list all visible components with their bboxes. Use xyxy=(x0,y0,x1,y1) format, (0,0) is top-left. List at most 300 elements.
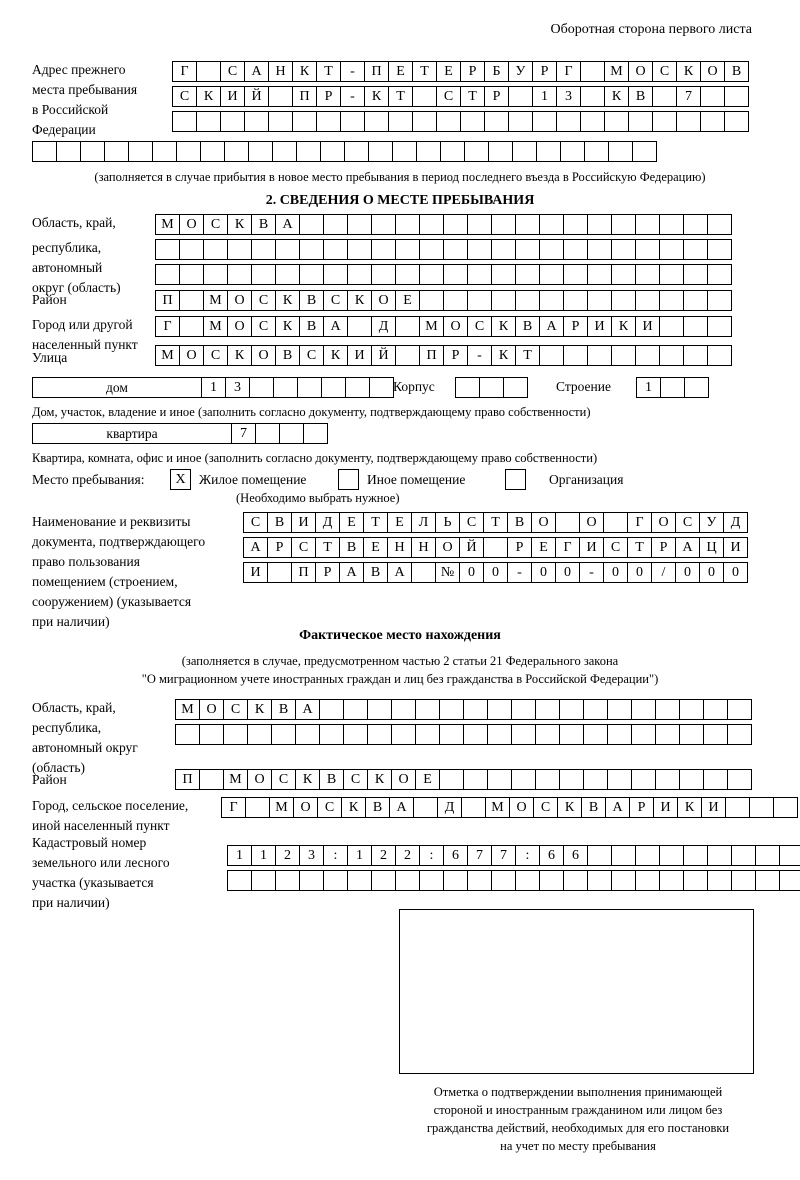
char-cell[interactable]: В xyxy=(319,769,344,790)
char-cell[interactable]: К xyxy=(491,345,516,366)
char-cell[interactable]: Т xyxy=(483,512,508,533)
char-cell[interactable] xyxy=(299,214,324,235)
char-cell[interactable]: С xyxy=(243,512,268,533)
char-cell[interactable] xyxy=(415,699,440,720)
char-cell[interactable]: К xyxy=(323,345,348,366)
char-cell[interactable] xyxy=(563,214,588,235)
char-cell[interactable]: Т xyxy=(515,345,540,366)
char-cell[interactable]: С xyxy=(436,86,461,107)
char-cell[interactable]: И xyxy=(291,512,316,533)
char-cell[interactable] xyxy=(419,290,444,311)
char-cell[interactable] xyxy=(707,214,732,235)
char-cell[interactable]: С xyxy=(203,345,228,366)
char-cell[interactable] xyxy=(392,141,417,162)
char-cell[interactable] xyxy=(563,345,588,366)
char-cell[interactable] xyxy=(731,870,756,891)
char-cell[interactable] xyxy=(631,769,656,790)
char-cell[interactable]: В xyxy=(515,316,540,337)
char-cell[interactable]: В xyxy=(267,512,292,533)
char-cell[interactable] xyxy=(299,264,324,285)
char-cell[interactable] xyxy=(631,699,656,720)
char-cell[interactable] xyxy=(779,870,800,891)
char-cell[interactable] xyxy=(321,377,346,398)
char-cell[interactable]: Г xyxy=(155,316,180,337)
char-cell[interactable] xyxy=(249,377,274,398)
char-cell[interactable] xyxy=(248,141,273,162)
char-cell[interactable]: А xyxy=(389,797,414,818)
char-cell[interactable]: Р xyxy=(460,61,485,82)
char-cell[interactable] xyxy=(371,239,396,260)
char-cell[interactable] xyxy=(559,699,584,720)
char-cell[interactable]: О xyxy=(531,512,556,533)
char-cell[interactable]: А xyxy=(675,537,700,558)
char-cell[interactable] xyxy=(539,290,564,311)
char-cell[interactable]: А xyxy=(295,699,320,720)
char-cell[interactable] xyxy=(779,845,800,866)
char-cell[interactable] xyxy=(272,141,297,162)
char-cell[interactable]: П xyxy=(419,345,444,366)
char-cell[interactable] xyxy=(755,870,780,891)
char-cell[interactable] xyxy=(371,264,396,285)
char-cell[interactable]: В xyxy=(365,797,390,818)
cadastral-row-1[interactable] xyxy=(227,845,800,866)
char-cell[interactable]: 0 xyxy=(459,562,484,583)
char-cell[interactable]: 1 xyxy=(227,845,252,866)
char-cell[interactable] xyxy=(467,870,492,891)
char-cell[interactable]: Т xyxy=(363,512,388,533)
char-cell[interactable] xyxy=(463,724,488,745)
char-cell[interactable]: К xyxy=(604,86,629,107)
char-cell[interactable] xyxy=(320,141,345,162)
stay-option-residential-checkbox[interactable]: X xyxy=(170,469,191,490)
char-cell[interactable]: С xyxy=(251,316,276,337)
char-cell[interactable] xyxy=(659,214,684,235)
char-cell[interactable] xyxy=(727,699,752,720)
char-cell[interactable] xyxy=(679,769,704,790)
char-cell[interactable] xyxy=(443,214,468,235)
char-cell[interactable] xyxy=(611,345,636,366)
char-cell[interactable] xyxy=(611,239,636,260)
char-cell[interactable] xyxy=(515,290,540,311)
char-cell[interactable] xyxy=(539,345,564,366)
char-cell[interactable] xyxy=(295,724,320,745)
char-cell[interactable]: - xyxy=(340,61,365,82)
char-cell[interactable] xyxy=(412,111,437,132)
char-cell[interactable]: А xyxy=(243,537,268,558)
char-cell[interactable] xyxy=(683,239,708,260)
char-cell[interactable]: Ц xyxy=(699,537,724,558)
char-cell[interactable] xyxy=(559,724,584,745)
char-cell[interactable]: И xyxy=(701,797,726,818)
char-cell[interactable]: П xyxy=(364,61,389,82)
char-cell[interactable]: С xyxy=(459,512,484,533)
char-cell[interactable] xyxy=(344,141,369,162)
char-cell[interactable]: 0 xyxy=(531,562,556,583)
char-cell[interactable] xyxy=(487,699,512,720)
char-cell[interactable] xyxy=(655,699,680,720)
char-cell[interactable]: Е xyxy=(531,537,556,558)
char-cell[interactable] xyxy=(368,141,393,162)
char-cell[interactable]: Б xyxy=(484,61,509,82)
char-cell[interactable]: С xyxy=(675,512,700,533)
char-cell[interactable]: : xyxy=(515,845,540,866)
char-cell[interactable] xyxy=(255,423,280,444)
char-cell[interactable] xyxy=(539,239,564,260)
actual-region-row-1[interactable] xyxy=(175,699,751,720)
char-cell[interactable]: О xyxy=(251,345,276,366)
char-cell[interactable] xyxy=(223,724,248,745)
char-cell[interactable] xyxy=(227,870,252,891)
char-cell[interactable] xyxy=(371,870,396,891)
char-cell[interactable]: О xyxy=(509,797,534,818)
char-cell[interactable] xyxy=(587,870,612,891)
char-cell[interactable]: К xyxy=(292,61,317,82)
char-cell[interactable] xyxy=(443,290,468,311)
char-cell[interactable] xyxy=(347,316,372,337)
char-cell[interactable] xyxy=(491,264,516,285)
char-cell[interactable] xyxy=(587,290,612,311)
char-cell[interactable] xyxy=(371,214,396,235)
char-cell[interactable]: Р xyxy=(316,86,341,107)
char-cell[interactable] xyxy=(273,377,298,398)
char-cell[interactable]: О xyxy=(443,316,468,337)
char-cell[interactable] xyxy=(635,239,660,260)
char-cell[interactable] xyxy=(635,845,660,866)
char-cell[interactable]: К xyxy=(341,797,366,818)
char-cell[interactable]: 3 xyxy=(556,86,581,107)
char-cell[interactable] xyxy=(439,769,464,790)
char-cell[interactable] xyxy=(580,61,605,82)
char-cell[interactable] xyxy=(367,699,392,720)
char-cell[interactable] xyxy=(364,111,389,132)
char-cell[interactable] xyxy=(611,290,636,311)
char-cell[interactable]: М xyxy=(203,316,228,337)
char-cell[interactable] xyxy=(443,239,468,260)
char-cell[interactable] xyxy=(128,141,153,162)
char-cell[interactable] xyxy=(632,141,657,162)
char-cell[interactable] xyxy=(659,845,684,866)
char-cell[interactable]: С xyxy=(291,537,316,558)
char-cell[interactable]: Р xyxy=(484,86,509,107)
char-cell[interactable] xyxy=(683,290,708,311)
char-cell[interactable]: К xyxy=(676,61,701,82)
char-cell[interactable] xyxy=(455,377,480,398)
char-cell[interactable] xyxy=(511,769,536,790)
char-cell[interactable] xyxy=(604,111,629,132)
char-cell[interactable]: Е xyxy=(395,290,420,311)
char-cell[interactable] xyxy=(491,239,516,260)
char-cell[interactable]: С xyxy=(603,537,628,558)
char-cell[interactable] xyxy=(439,699,464,720)
char-cell[interactable] xyxy=(587,239,612,260)
char-cell[interactable] xyxy=(563,264,588,285)
char-cell[interactable] xyxy=(419,239,444,260)
char-cell[interactable]: Л xyxy=(411,512,436,533)
char-cell[interactable] xyxy=(503,377,528,398)
char-cell[interactable]: 0 xyxy=(627,562,652,583)
char-cell[interactable]: Р xyxy=(651,537,676,558)
char-cell[interactable] xyxy=(556,111,581,132)
char-cell[interactable]: А xyxy=(339,562,364,583)
char-cell[interactable]: 0 xyxy=(723,562,748,583)
char-cell[interactable] xyxy=(631,724,656,745)
char-cell[interactable]: И xyxy=(723,537,748,558)
char-cell[interactable] xyxy=(460,111,485,132)
char-cell[interactable]: К xyxy=(196,86,221,107)
char-cell[interactable] xyxy=(587,345,612,366)
char-cell[interactable] xyxy=(731,845,756,866)
char-cell[interactable] xyxy=(584,141,609,162)
char-cell[interactable]: 6 xyxy=(563,845,588,866)
char-cell[interactable] xyxy=(200,141,225,162)
char-cell[interactable] xyxy=(176,141,201,162)
char-cell[interactable] xyxy=(700,111,725,132)
stroenie-cells[interactable] xyxy=(636,377,708,398)
char-cell[interactable] xyxy=(659,290,684,311)
region-row-2[interactable] xyxy=(155,239,731,260)
char-cell[interactable] xyxy=(395,264,420,285)
char-cell[interactable] xyxy=(635,290,660,311)
doc-row-1[interactable] xyxy=(243,512,747,533)
char-cell[interactable]: Й xyxy=(459,537,484,558)
char-cell[interactable]: 2 xyxy=(395,845,420,866)
char-cell[interactable]: К xyxy=(247,699,272,720)
char-cell[interactable] xyxy=(275,264,300,285)
char-cell[interactable] xyxy=(563,290,588,311)
char-cell[interactable]: 0 xyxy=(483,562,508,583)
char-cell[interactable] xyxy=(340,111,365,132)
char-cell[interactable] xyxy=(707,345,732,366)
actual-district-row[interactable] xyxy=(175,769,751,790)
char-cell[interactable] xyxy=(343,724,368,745)
char-cell[interactable]: Р xyxy=(532,61,557,82)
char-cell[interactable] xyxy=(440,141,465,162)
char-cell[interactable] xyxy=(323,239,348,260)
char-cell[interactable] xyxy=(461,797,486,818)
char-cell[interactable]: Г xyxy=(221,797,246,818)
flat-cells[interactable] xyxy=(231,423,327,444)
char-cell[interactable] xyxy=(611,214,636,235)
char-cell[interactable]: № xyxy=(435,562,460,583)
char-cell[interactable]: Ь xyxy=(435,512,460,533)
char-cell[interactable] xyxy=(464,141,489,162)
char-cell[interactable] xyxy=(583,769,608,790)
char-cell[interactable] xyxy=(175,724,200,745)
char-cell[interactable] xyxy=(703,724,728,745)
char-cell[interactable]: О xyxy=(700,61,725,82)
char-cell[interactable] xyxy=(443,870,468,891)
char-cell[interactable] xyxy=(56,141,81,162)
char-cell[interactable] xyxy=(707,870,732,891)
char-cell[interactable] xyxy=(755,845,780,866)
char-cell[interactable] xyxy=(683,845,708,866)
char-cell[interactable] xyxy=(659,264,684,285)
char-cell[interactable]: Г xyxy=(172,61,197,82)
char-cell[interactable] xyxy=(563,870,588,891)
char-cell[interactable]: Д xyxy=(371,316,396,337)
char-cell[interactable]: У xyxy=(699,512,724,533)
char-cell[interactable] xyxy=(683,345,708,366)
stamp-box[interactable] xyxy=(399,909,754,1074)
char-cell[interactable] xyxy=(343,699,368,720)
char-cell[interactable]: С xyxy=(172,86,197,107)
char-cell[interactable] xyxy=(196,111,221,132)
char-cell[interactable]: И xyxy=(587,316,612,337)
char-cell[interactable]: 1 xyxy=(201,377,226,398)
actual-region-row-2[interactable] xyxy=(175,724,751,745)
char-cell[interactable] xyxy=(388,111,413,132)
char-cell[interactable]: О xyxy=(435,537,460,558)
char-cell[interactable] xyxy=(773,797,798,818)
char-cell[interactable] xyxy=(539,870,564,891)
char-cell[interactable] xyxy=(749,797,774,818)
char-cell[interactable] xyxy=(391,699,416,720)
char-cell[interactable] xyxy=(292,111,317,132)
char-cell[interactable] xyxy=(583,699,608,720)
char-cell[interactable] xyxy=(511,699,536,720)
char-cell[interactable] xyxy=(683,264,708,285)
char-cell[interactable]: Р xyxy=(267,537,292,558)
char-cell[interactable] xyxy=(319,724,344,745)
char-cell[interactable] xyxy=(535,769,560,790)
char-cell[interactable]: А xyxy=(244,61,269,82)
char-cell[interactable] xyxy=(347,214,372,235)
char-cell[interactable]: И xyxy=(579,537,604,558)
char-cell[interactable] xyxy=(683,316,708,337)
char-cell[interactable]: М xyxy=(175,699,200,720)
char-cell[interactable]: / xyxy=(651,562,676,583)
doc-row-3[interactable] xyxy=(243,562,747,583)
char-cell[interactable]: О xyxy=(179,214,204,235)
char-cell[interactable] xyxy=(608,141,633,162)
char-cell[interactable] xyxy=(515,870,540,891)
char-cell[interactable]: К xyxy=(227,345,252,366)
char-cell[interactable] xyxy=(515,239,540,260)
char-cell[interactable]: К xyxy=(367,769,392,790)
char-cell[interactable]: О xyxy=(628,61,653,82)
char-cell[interactable]: П xyxy=(292,86,317,107)
char-cell[interactable]: М xyxy=(203,290,228,311)
char-cell[interactable] xyxy=(267,562,292,583)
char-cell[interactable] xyxy=(443,264,468,285)
char-cell[interactable] xyxy=(487,769,512,790)
char-cell[interactable]: 6 xyxy=(539,845,564,866)
district-row[interactable] xyxy=(155,290,731,311)
char-cell[interactable] xyxy=(395,214,420,235)
char-cell[interactable]: Т xyxy=(316,61,341,82)
char-cell[interactable] xyxy=(413,797,438,818)
char-cell[interactable]: Г xyxy=(555,537,580,558)
char-cell[interactable] xyxy=(345,377,370,398)
char-cell[interactable]: И xyxy=(347,345,372,366)
char-cell[interactable] xyxy=(707,316,732,337)
char-cell[interactable]: С xyxy=(533,797,558,818)
char-cell[interactable]: 1 xyxy=(636,377,661,398)
char-cell[interactable] xyxy=(511,724,536,745)
char-cell[interactable] xyxy=(411,562,436,583)
char-cell[interactable]: С xyxy=(271,769,296,790)
char-cell[interactable]: О xyxy=(371,290,396,311)
char-cell[interactable]: С xyxy=(251,290,276,311)
char-cell[interactable] xyxy=(467,264,492,285)
char-cell[interactable] xyxy=(484,111,509,132)
char-cell[interactable]: К xyxy=(227,214,252,235)
char-cell[interactable] xyxy=(611,264,636,285)
char-cell[interactable] xyxy=(416,141,441,162)
char-cell[interactable] xyxy=(220,111,245,132)
char-cell[interactable]: В xyxy=(251,214,276,235)
char-cell[interactable] xyxy=(155,264,180,285)
char-cell[interactable] xyxy=(251,239,276,260)
char-cell[interactable]: С xyxy=(317,797,342,818)
char-cell[interactable]: Е xyxy=(339,512,364,533)
char-cell[interactable] xyxy=(415,724,440,745)
char-cell[interactable] xyxy=(724,86,749,107)
char-cell[interactable] xyxy=(251,264,276,285)
char-cell[interactable] xyxy=(725,797,750,818)
char-cell[interactable]: И xyxy=(653,797,678,818)
char-cell[interactable] xyxy=(491,214,516,235)
char-cell[interactable]: П xyxy=(155,290,180,311)
char-cell[interactable]: М xyxy=(604,61,629,82)
char-cell[interactable]: 1 xyxy=(347,845,372,866)
char-cell[interactable]: М xyxy=(269,797,294,818)
char-cell[interactable]: Й xyxy=(244,86,269,107)
char-cell[interactable] xyxy=(275,870,300,891)
char-cell[interactable] xyxy=(247,724,272,745)
char-cell[interactable]: Т xyxy=(460,86,485,107)
char-cell[interactable] xyxy=(323,264,348,285)
char-cell[interactable]: 7 xyxy=(491,845,516,866)
char-cell[interactable] xyxy=(395,316,420,337)
char-cell[interactable] xyxy=(203,264,228,285)
char-cell[interactable]: О xyxy=(247,769,272,790)
char-cell[interactable] xyxy=(479,377,504,398)
char-cell[interactable] xyxy=(655,724,680,745)
char-cell[interactable]: О xyxy=(391,769,416,790)
char-cell[interactable]: 2 xyxy=(275,845,300,866)
char-cell[interactable]: Д xyxy=(315,512,340,533)
char-cell[interactable] xyxy=(679,699,704,720)
char-cell[interactable]: 3 xyxy=(299,845,324,866)
char-cell[interactable]: 0 xyxy=(675,562,700,583)
char-cell[interactable] xyxy=(603,512,628,533)
char-cell[interactable] xyxy=(676,111,701,132)
char-cell[interactable] xyxy=(104,141,129,162)
korpus-cells[interactable] xyxy=(455,377,527,398)
char-cell[interactable]: А xyxy=(323,316,348,337)
char-cell[interactable]: - xyxy=(467,345,492,366)
char-cell[interactable] xyxy=(659,316,684,337)
char-cell[interactable] xyxy=(299,870,324,891)
char-cell[interactable]: Й xyxy=(371,345,396,366)
char-cell[interactable] xyxy=(419,264,444,285)
char-cell[interactable]: - xyxy=(340,86,365,107)
char-cell[interactable] xyxy=(515,214,540,235)
char-cell[interactable]: Г xyxy=(627,512,652,533)
char-cell[interactable]: 7 xyxy=(231,423,256,444)
char-cell[interactable] xyxy=(395,345,420,366)
char-cell[interactable] xyxy=(369,377,394,398)
char-cell[interactable]: В xyxy=(507,512,532,533)
char-cell[interactable]: Н xyxy=(268,61,293,82)
char-cell[interactable]: У xyxy=(508,61,533,82)
char-cell[interactable] xyxy=(724,111,749,132)
char-cell[interactable]: М xyxy=(223,769,248,790)
char-cell[interactable] xyxy=(251,870,276,891)
char-cell[interactable] xyxy=(227,239,252,260)
char-cell[interactable]: Н xyxy=(411,537,436,558)
